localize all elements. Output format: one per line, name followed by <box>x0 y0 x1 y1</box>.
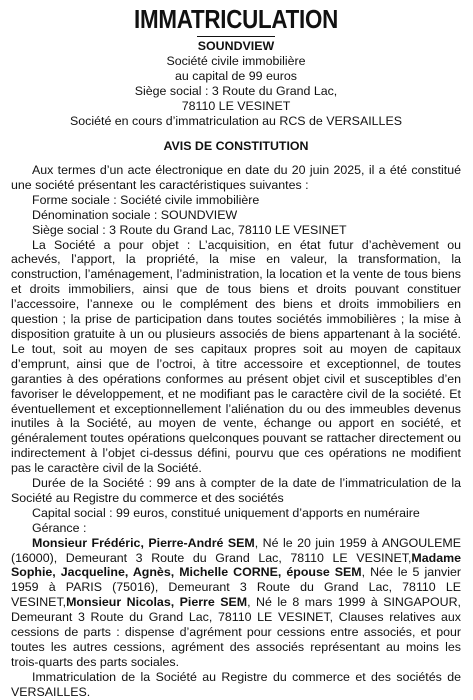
manager-2-details: , Née le 5 janvier 1959 à PARIS (75016), Demeurant 3 Route du Grand Lac, 78110 LE VESINET, <box>11 565 461 610</box>
company-denomination: Dénomination sociale : SOUNDVIEW <box>32 207 238 222</box>
manager-1-name: Monsieur Frédéric, Pierre-André SEM <box>32 535 255 550</box>
managers-paragraph <box>11 536 461 670</box>
company-capital: au capital de 99 euros <box>175 69 297 83</box>
company-duration: Durée de la Société : 99 ans à compter de la date de l’immatriculation de la Société au Registre du commerce et des sociétés <box>11 476 461 505</box>
manager-2-name: Madame Sophie, Jacqueline, Agnès, Michelle CORNE, épouse SEM <box>11 550 461 580</box>
corporate-purpose: La Société a pour objet : L’acquisition, en état futur d’achèvement ou achevés, l’apport, la propriété, la mise en valeur, la transformation, la construction, l’aménagement, l’administration, la location et la vente de tous biens et droits immobiliers, ainsi que de tous biens et droits pouvant constituer l’accessoire, l’annexe ou le complément des biens et droits immobiliers en question ; la prise de participation dans toutes sociétés immobilières ; la mise à disposition gratuite à un ou plusieurs associés de biens appartenant à la société. Le tout, soit au moyen de ses capitaux propres soit au moyen de capitaux d’emprunt, ainsi que de l’octroi, à titre accessoire et exceptionnel, de toutes garanties à des opérations conformes au présent objet civil et susceptibles d’en favoriser le développement, et ne modifiant pas le caractère civil de la société. Et éventuellement et exceptionnellement l’aliénation du ou des immeubles devenus inutiles à la Société, au moyen de vente, échange ou apport en société, et généralement toutes opérations quelconques pouvant se rattacher directement ou indirectement à l’objet ci-dessus défini, pourvu que ces opérations ne modifient pas le caractère civil de la Société. <box>11 237 461 476</box>
registration-paragraph: Immatriculation de la Société au Registre du commerce et des sociétés de VERSAILLES. <box>11 669 461 699</box>
management-label: Gérance : <box>32 520 87 535</box>
company-type: Société civile immobilière <box>166 54 306 68</box>
legal-form: Forme sociale : Société civile immobilière <box>32 192 260 207</box>
share-capital: Capital social : 99 euros, constitué uniquement d’apports en numéraire <box>32 505 420 520</box>
notice-body <box>11 163 461 700</box>
intro-paragraph: Aux termes d’un acte électronique en date du 20 juin 2025, il a été constitué une société présentant les caractéristiques suivantes : <box>11 163 461 192</box>
company-city: 78110 LE VESINET <box>181 99 291 113</box>
manager-3-details: , Né le 8 mars 1999 à SINGAPOUR, Demeurant 3 Route du Grand Lac, 78110 LE VESINET, Clauses relatives aux cessions de parts : dispense d’agrément pour cessions entre associés, et pour toutes les autres cessions, agrément des associés représentant au moins les trois-quarts des parts sociales. <box>11 595 462 669</box>
manager-1-details: , Né le 20 juin 1959 à ANGOULEME (16000), Demeurant 3 Route du Grand Lac, 78110 LE VESINET, <box>11 535 462 565</box>
company-registration: Société en cours d’immatriculation au RCS de VERSAILLES <box>70 114 402 128</box>
section-title: IMMATRICULATION <box>134 4 338 34</box>
registered-office: Siège social : 3 Route du Grand Lac, 78110 LE VESINET <box>32 222 347 237</box>
manager-3-name: Monsieur Nicolas, Pierre SEM <box>66 595 248 610</box>
company-seat: Siège social : 3 Route du Grand Lac, <box>134 84 338 98</box>
company-name: SOUNDVIEW <box>197 39 275 53</box>
notice-title: AVIS DE CONSTITUTION <box>163 139 309 153</box>
title-divider <box>197 36 275 37</box>
legal-notice-page <box>0 4 473 699</box>
